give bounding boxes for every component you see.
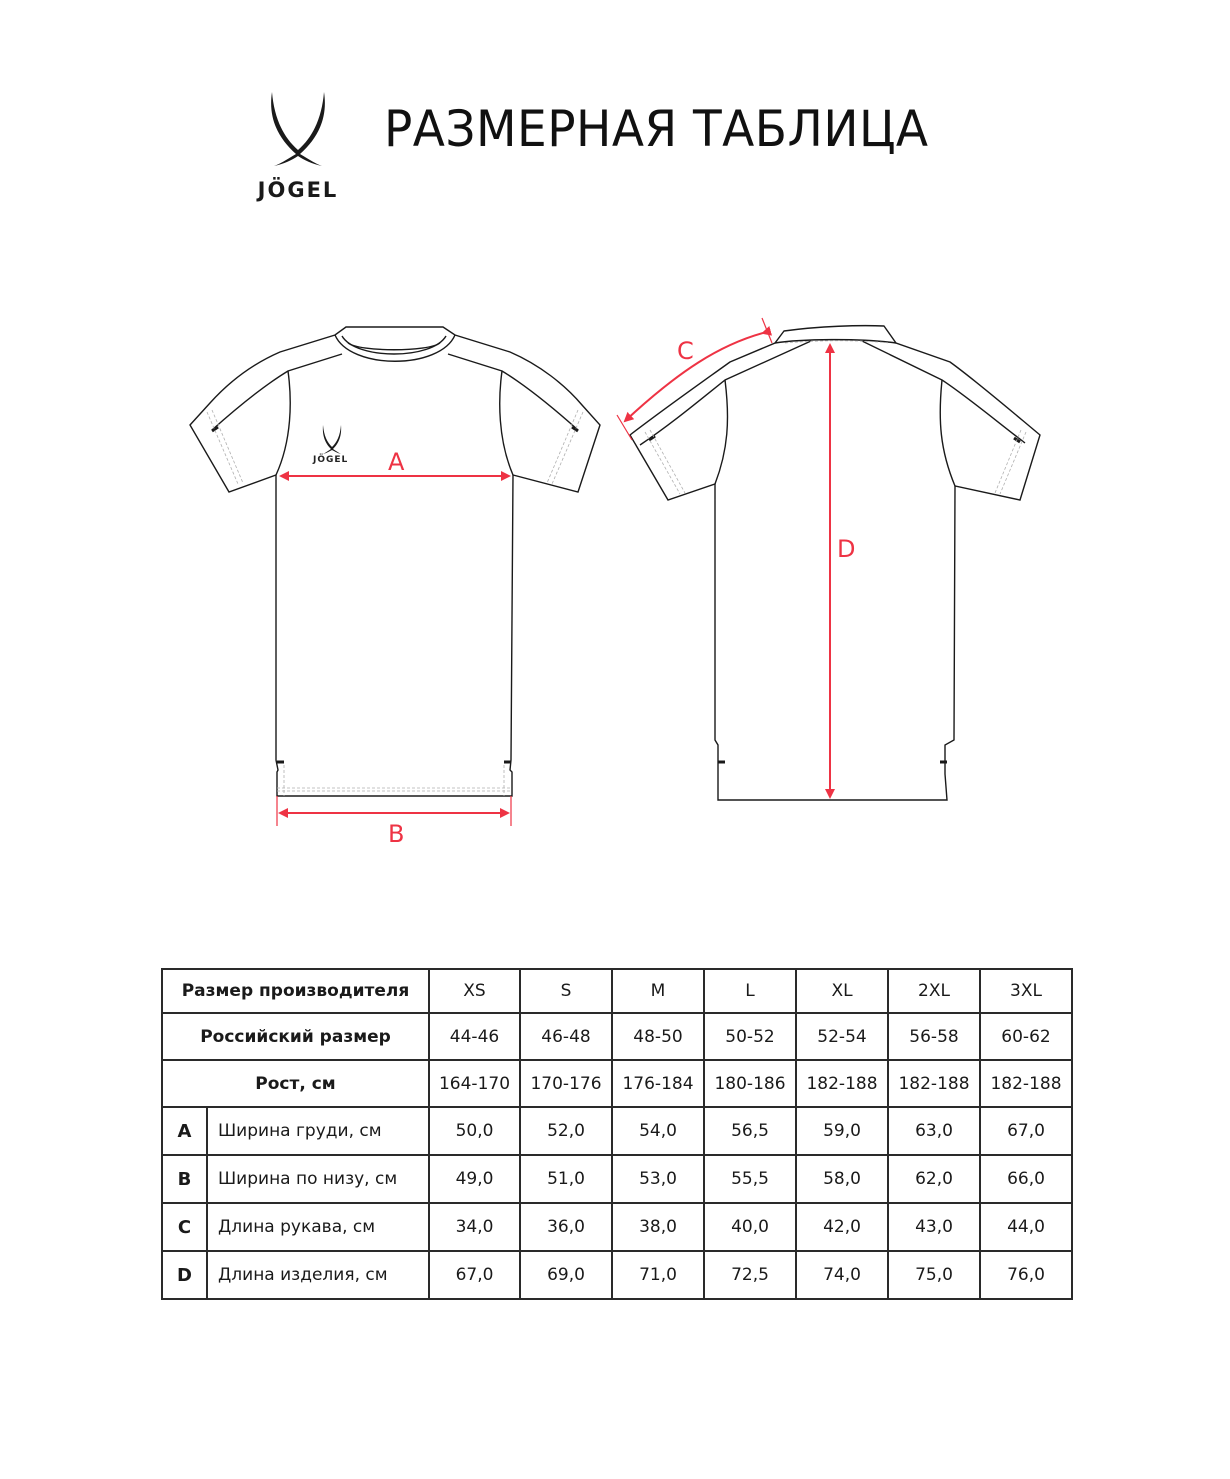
- table-cell: 44-46: [429, 1013, 520, 1060]
- table-row-hem-width: [162, 1155, 1072, 1203]
- row-label: Российский размер: [162, 1013, 429, 1060]
- table-cell: 36,0: [520, 1203, 612, 1251]
- table-cell: 76,0: [980, 1251, 1072, 1299]
- brand-wordmark: JÖGEL: [257, 178, 339, 202]
- table-cell: 42,0: [796, 1203, 888, 1251]
- table-cell: 56-58: [888, 1013, 980, 1060]
- table-cell: 38,0: [612, 1203, 704, 1251]
- table-cell: 46-48: [520, 1013, 612, 1060]
- table-cell: 75,0: [888, 1251, 980, 1299]
- table-cell: 180-186: [704, 1060, 796, 1107]
- size-l: L: [704, 969, 796, 1013]
- label-d: D: [837, 535, 856, 563]
- size-3xl: 3XL: [980, 969, 1072, 1013]
- table-cell: 69,0: [520, 1251, 612, 1299]
- label-b: B: [388, 820, 405, 848]
- size-xs: XS: [429, 969, 520, 1013]
- table-cell: 71,0: [612, 1251, 704, 1299]
- label-c: C: [677, 337, 694, 365]
- size-m: M: [612, 969, 704, 1013]
- shirt-logo-icon: [323, 425, 341, 454]
- table-cell: 54,0: [612, 1107, 704, 1155]
- table-cell: 56,5: [704, 1107, 796, 1155]
- row-label: Размер производителя: [162, 969, 429, 1013]
- shirt-logo-wordmark: JÖGEL: [313, 455, 349, 465]
- table-cell: 53,0: [612, 1155, 704, 1203]
- table-cell: 48-50: [612, 1013, 704, 1060]
- table-row-chest-width: [162, 1107, 1072, 1155]
- table-cell: 63,0: [888, 1107, 980, 1155]
- table-row-manufacturer-size: [162, 969, 1072, 1013]
- table-cell: 58,0: [796, 1155, 888, 1203]
- table-cell: 60-62: [980, 1013, 1072, 1060]
- table-row-height: [162, 1060, 1072, 1107]
- measure-code: C: [162, 1203, 207, 1251]
- table-cell: 43,0: [888, 1203, 980, 1251]
- measure-label: Длина изделия, см: [207, 1251, 429, 1299]
- table-cell: 59,0: [796, 1107, 888, 1155]
- table-cell: 50,0: [429, 1107, 520, 1155]
- table-cell: 74,0: [796, 1251, 888, 1299]
- size-s: S: [520, 969, 612, 1013]
- front-view: [190, 327, 600, 796]
- table-cell: 170-176: [520, 1060, 612, 1107]
- table-row-garment-length: [162, 1251, 1072, 1299]
- measure-code: B: [162, 1155, 207, 1203]
- table-cell: 34,0: [429, 1203, 520, 1251]
- size-xl: XL: [796, 969, 888, 1013]
- measure-label: Ширина по низу, см: [207, 1155, 429, 1203]
- measure-label: Длина рукава, см: [207, 1203, 429, 1251]
- back-view: [630, 326, 1040, 800]
- table-row-sleeve-length: [162, 1203, 1072, 1251]
- table-cell: 52,0: [520, 1107, 612, 1155]
- measure-c-line: [625, 333, 763, 421]
- label-a: A: [388, 448, 405, 476]
- measure-code: A: [162, 1107, 207, 1155]
- table-cell: 66,0: [980, 1155, 1072, 1203]
- table-cell: 50-52: [704, 1013, 796, 1060]
- measure-label: Ширина груди, см: [207, 1107, 429, 1155]
- measure-code: D: [162, 1251, 207, 1299]
- row-label: Рост, см: [162, 1060, 429, 1107]
- table-cell: 40,0: [704, 1203, 796, 1251]
- table-row-russian-size: [162, 1013, 1072, 1060]
- table-cell: 176-184: [612, 1060, 704, 1107]
- page-title: РАЗМЕРНАЯ ТАБЛИЦА: [384, 100, 929, 158]
- table-cell: 182-188: [888, 1060, 980, 1107]
- size-2xl: 2XL: [888, 969, 980, 1013]
- back-stitching: [645, 341, 1026, 494]
- table-cell: 52-54: [796, 1013, 888, 1060]
- table-cell: 67,0: [429, 1251, 520, 1299]
- table-cell: 182-188: [796, 1060, 888, 1107]
- table-cell: 49,0: [429, 1155, 520, 1203]
- table-cell: 51,0: [520, 1155, 612, 1203]
- size-table: [161, 968, 1073, 1300]
- table-cell: 62,0: [888, 1155, 980, 1203]
- table-cell: 182-188: [980, 1060, 1072, 1107]
- table-cell: 55,5: [704, 1155, 796, 1203]
- table-cell: 44,0: [980, 1203, 1072, 1251]
- table-cell: 164-170: [429, 1060, 520, 1107]
- table-cell: 72,5: [704, 1251, 796, 1299]
- table-cell: 67,0: [980, 1107, 1072, 1155]
